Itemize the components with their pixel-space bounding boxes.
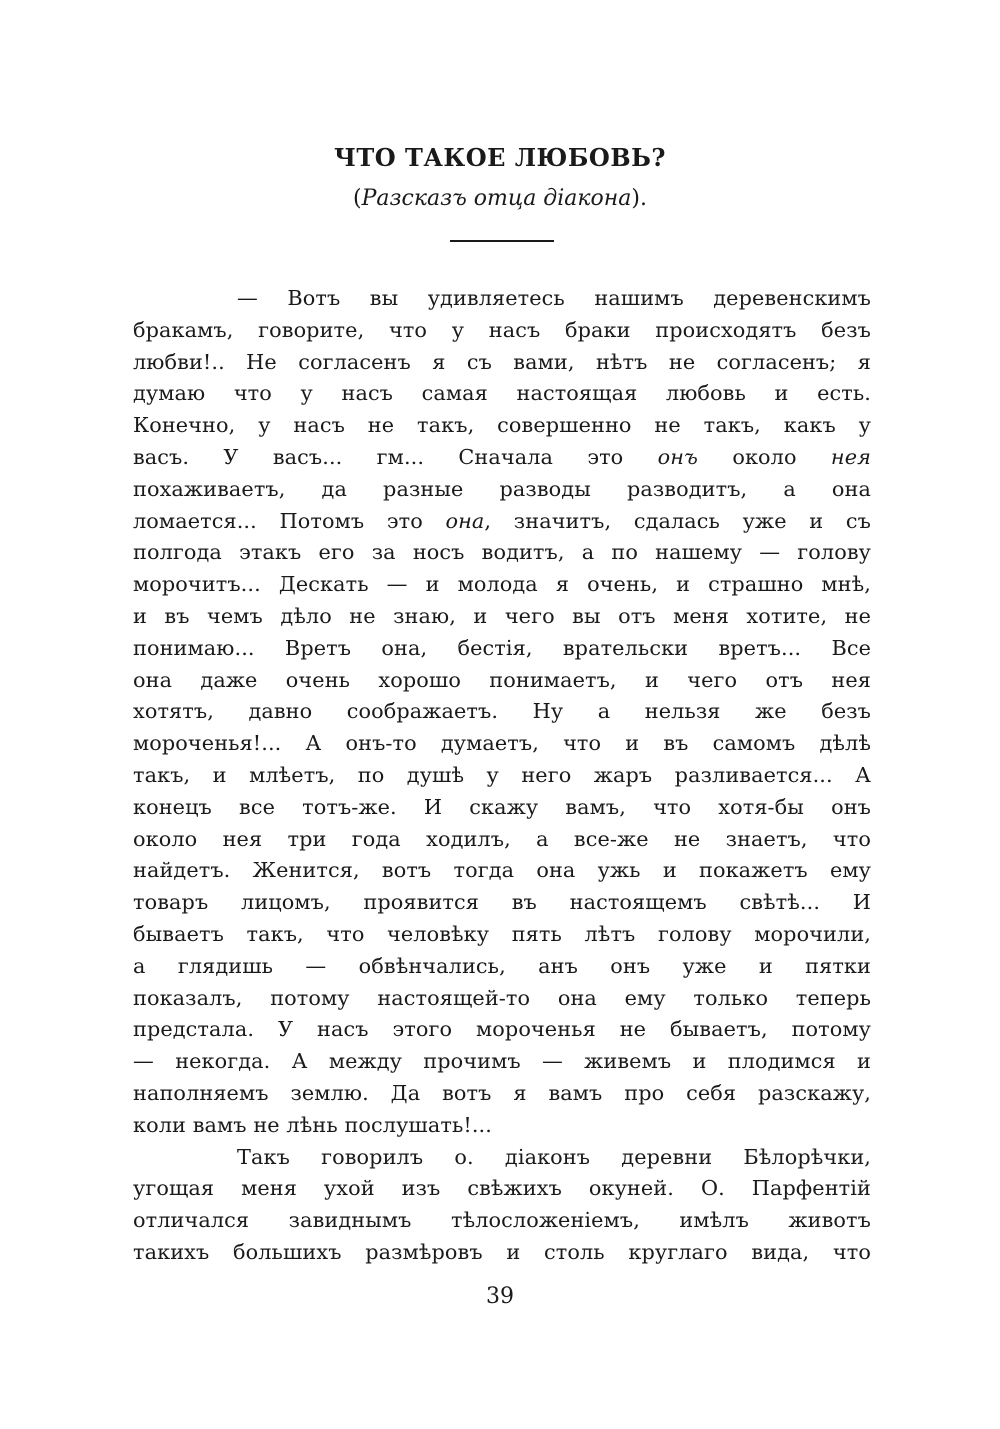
text-line: — Вотъ вы удивляетесь нашимъ деревенскимъ — [237, 286, 871, 310]
chapter-title: ЧТО ТАКОЕ ЛЮБОВЬ? — [333, 143, 666, 172]
text-line: бракамъ, говорите, что у насъ браки происходятъ безъ — [133, 317, 871, 342]
text-line: наполняемъ землю. Да вотъ я вамъ про себя разскажу, — [133, 1080, 871, 1105]
text-run: около — [698, 444, 831, 469]
text-line: мороченья!... А онъ-то думаетъ, что и въ самомъ дѣлѣ — [133, 731, 871, 756]
text-line: угощая меня ухой изъ свѣжихъ окуней. О. Парфентій — [133, 1176, 871, 1201]
italic-word: онъ — [657, 444, 699, 469]
page-number: 39 — [486, 1284, 514, 1309]
text-line: отличался завиднымъ тѣлосложеніемъ, имѣлъ животъ — [133, 1208, 871, 1233]
title-divider — [450, 240, 554, 242]
text-line: похаживаетъ, да разные разводы разводитъ, а она — [133, 476, 871, 501]
text-line: она даже очень хорошо понимаетъ, и чего отъ нея — [133, 667, 871, 692]
text-run: , значитъ, сдалась уже и съ — [484, 508, 871, 533]
subtitle-close-paren: ). — [631, 186, 647, 211]
text-line: Конечно, у насъ не такъ, совершенно не такъ, какъ у — [133, 413, 871, 438]
text-line: Такъ говорилъ о. діаконъ деревни Бѣлорѣчки, — [237, 1144, 871, 1169]
text-line: предстала. У насъ этого мороченья не бываетъ, потому — [133, 1017, 871, 1042]
chapter-subtitle — [0, 186, 1000, 211]
text-line: бываетъ такъ, что человѣку пять лѣтъ голову морочили, — [133, 921, 871, 946]
text-line: хотятъ, давно соображаетъ. Ну а нельзя же безъ — [133, 699, 871, 724]
text-line: а глядишь — обвѣнчались, анъ онъ уже и пятки — [133, 953, 871, 978]
text-line: коли вамъ не лѣнь послушать!... — [133, 1112, 492, 1137]
text-line: морочитъ... Дескать — и молода я очень, и страшно мнѣ, — [133, 572, 871, 597]
text-line: около нея три года ходилъ, а все-же не знаетъ, что — [133, 826, 871, 851]
text-line: думаю что у насъ самая настоящая любовь и есть. — [133, 381, 871, 406]
text-run: ломается... Потомъ это — [133, 508, 446, 533]
text-line — [133, 442, 871, 474]
text-run: васъ. У васъ... гм... Сначала это — [133, 444, 658, 469]
text-line: любви!.. Не согласенъ я съ вами, нѣтъ не согласенъ; я — [133, 349, 871, 374]
text-line: и въ чемъ дѣло не знаю, и чего вы отъ меня хотите, не — [133, 603, 871, 628]
subtitle-open-paren: ( — [353, 186, 362, 211]
italic-word: нея — [830, 444, 871, 469]
text-line: полгода этакъ его за носъ водитъ, а по нашему — голову — [133, 540, 871, 565]
text-line: понимаю... Вретъ она, бестія, врательски вретъ... Все — [133, 635, 871, 660]
text-line: показалъ, потому настоящей-то она ему только теперь — [133, 985, 871, 1010]
text-line: товаръ лицомъ, проявится въ настоящемъ свѣтѣ... И — [133, 890, 871, 915]
text-line — [133, 506, 871, 538]
text-line: найдетъ. Женится, вотъ тогда она ужь и покажетъ ему — [133, 858, 871, 883]
body-text — [133, 283, 871, 1269]
text-line: — некогда. А между прочимъ — живемъ и плодимся и — [133, 1049, 871, 1074]
text-line: такихъ большихъ размѣровъ и столь круглаго вида, что — [133, 1239, 871, 1264]
subtitle-italic-text: Разсказъ отца діакона — [361, 186, 632, 211]
text-line: такъ, и млѣетъ, по душѣ у него жаръ разливается... А — [133, 762, 871, 787]
text-line: конецъ все тотъ-же. И скажу вамъ, что хотя-бы онъ — [133, 794, 871, 819]
italic-word: она — [445, 508, 485, 533]
